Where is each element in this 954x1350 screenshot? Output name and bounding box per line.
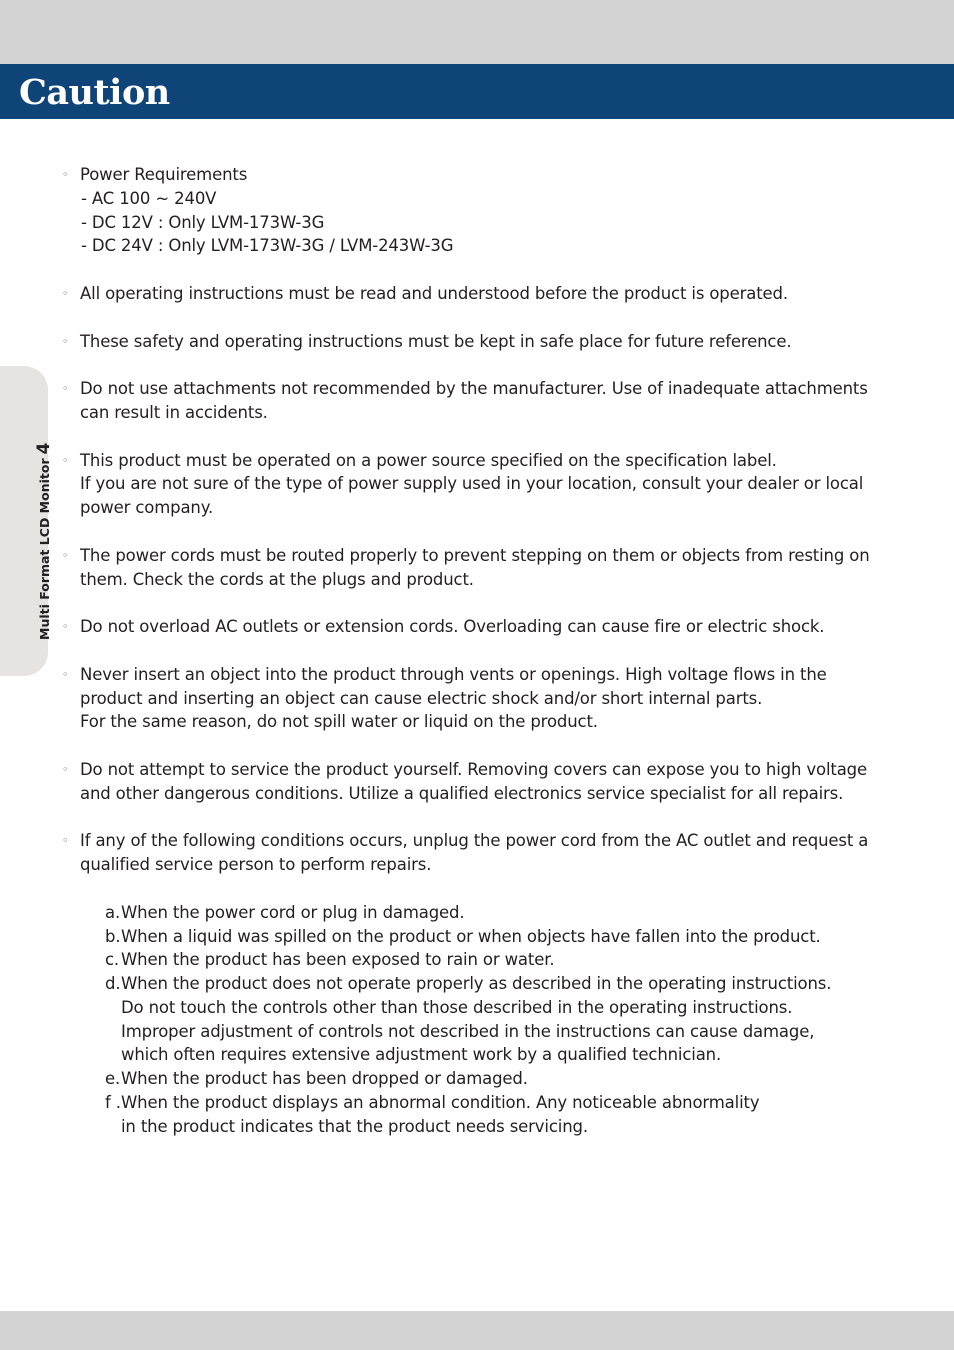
condition-item (105, 1091, 882, 1139)
item-text-line: power company. (80, 498, 214, 518)
caution-item (62, 758, 882, 806)
sub-item-line: - AC 100 ~ 240V (81, 188, 217, 208)
condition-letter: b. (105, 926, 121, 946)
item-text-line: This product must be operated on a power source specified on the specification label. (80, 450, 777, 470)
condition-text-line: When the product has been dropped or damaged. (121, 1069, 528, 1089)
caution-item (62, 663, 882, 734)
item-text-line: For the same reason, do not spill water or liquid on the product. (80, 712, 598, 732)
bullet-icon: ◦ (62, 620, 69, 634)
caution-item (62, 282, 882, 306)
condition-text-line: in the product indicates that the product needs servicing. (121, 1116, 588, 1136)
bullet-icon: ◦ (62, 834, 69, 848)
bullet-icon: ◦ (62, 548, 69, 562)
item-text-line: Do not attempt to service the product yourself. Removing covers can expose you to high voltage (80, 759, 867, 779)
caution-content (62, 163, 882, 1162)
condition-item (105, 948, 882, 972)
condition-item (105, 972, 882, 1067)
condition-letter: f . (105, 1093, 121, 1113)
sub-item-line: - DC 24V : Only LVM-173W-3G / LVM-243W-3G (81, 236, 454, 256)
title-bar (0, 64, 954, 119)
item-text-line: These safety and operating instructions must be kept in safe place for future reference. (80, 331, 792, 351)
bullet-icon: ◦ (62, 168, 69, 181)
item-text-line: All operating instructions must be read and understood before the product is operated. (80, 283, 788, 303)
bullet-icon: ◦ (62, 382, 69, 396)
bottom-band (0, 1311, 954, 1350)
condition-text-line: which often requires extensive adjustment work by a qualified technician. (121, 1045, 722, 1065)
condition-letter: e. (105, 1069, 121, 1089)
item-text-line: The power cords must be routed properly to prevent stepping on them or objects from resting on (80, 545, 870, 565)
sub-item-line: - DC 12V : Only LVM-173W-3G (81, 212, 325, 232)
condition-item (105, 1067, 882, 1091)
item-text-line: If any of the following conditions occurs, unplug the power cord from the AC outlet and request a (80, 831, 869, 851)
item-text-line: Power Requirements (80, 165, 248, 184)
bullet-icon: ◦ (62, 286, 69, 300)
condition-letter: a. (105, 902, 121, 922)
condition-letter: c. (105, 950, 120, 970)
item-text-line: product and inserting an object can cause electric shock and/or short internal parts. (80, 688, 763, 708)
condition-text-line: When a liquid was spilled on the product or when objects have fallen into the product. (121, 926, 821, 946)
bullet-icon: ◦ (62, 762, 69, 776)
condition-text-line: When the power cord or plug in damaged. (121, 902, 465, 922)
side-tab-label: Multi Format LCD Monitor (37, 458, 52, 640)
condition-item (105, 925, 882, 949)
item-text-line: qualified service person to perform repairs. (80, 855, 432, 875)
bullet-icon: ◦ (62, 334, 69, 348)
item-text-line: Never insert an object into the product through vents or openings. High voltage flows in the (80, 664, 827, 684)
top-band (0, 0, 954, 64)
condition-text-line: When the product does not operate properly as described in the operating instructions. (121, 974, 832, 994)
item-text-line: and other dangerous conditions. Utilize a qualified electronics service specialist for all repairs. (80, 783, 844, 803)
condition-text-line: When the product has been exposed to rain or water. (121, 950, 555, 970)
page-number: 4 (34, 442, 54, 455)
caution-item (62, 330, 882, 354)
item-text-line: Do not overload AC outlets or extension cords. Overloading can cause fire or electric shock. (80, 617, 825, 637)
condition-text-line: Improper adjustment of controls not described in the instructions can cause damage, (121, 1021, 815, 1041)
condition-item (105, 901, 882, 925)
condition-text-line: When the product displays an abnormal condition. Any noticeable abnormality (121, 1093, 760, 1113)
page-title: Caution (19, 72, 170, 113)
condition-text-line: Do not touch the controls other than those described in the operating instructions. (121, 997, 793, 1017)
condition-letter: d. (105, 974, 121, 994)
item-text-line: them. Check the cords at the plugs and product. (80, 569, 474, 589)
caution-item (62, 377, 882, 425)
side-tab-text (34, 443, 54, 640)
caution-item (62, 544, 882, 592)
bullet-icon: ◦ (62, 453, 69, 467)
caution-item (62, 829, 882, 1138)
item-text-line: Do not use attachments not recommended by the manufacturer. Use of inadequate attachments (80, 379, 868, 399)
caution-item (62, 163, 882, 258)
conditions-list (80, 901, 882, 1139)
item-text-line: If you are not sure of the type of power supply used in your location, consult your dealer or local (80, 474, 864, 494)
caution-item (62, 615, 882, 639)
item-text-line: can result in accidents. (80, 402, 268, 422)
bullet-icon: ◦ (62, 667, 69, 681)
caution-item (62, 449, 882, 520)
